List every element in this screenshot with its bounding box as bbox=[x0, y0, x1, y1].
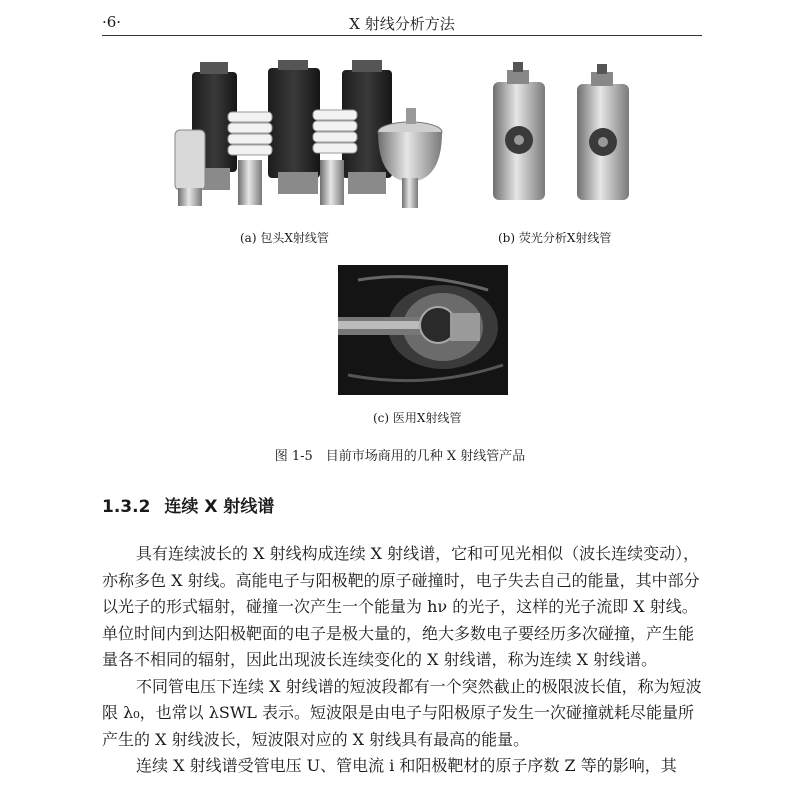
body-text bbox=[102, 541, 702, 780]
page-number: ·6· bbox=[102, 13, 122, 31]
figure-caption: 图 1-5 目前市场商用的几种 X 射线管产品 bbox=[274, 449, 526, 464]
photo-packaged-xray-tubes bbox=[170, 60, 445, 215]
paragraph-2: 不同管电压下连续 X 射线谱的短波段都有一个突然截止的极限波长值，称为短波限 λ₀，也常以 λSWL 表示。短波限是由电子与阳极原子发生一次碰撞就耗尽能量所产生的 X 射线波长，短波限对应的 X 射线具有最高的能量。 bbox=[102, 676, 702, 749]
running-title: X 射线分析方法 bbox=[349, 15, 455, 33]
caption-c: (c) 医用X射线管 bbox=[373, 411, 462, 425]
caption-b: (b) 荧光分析X射线管 bbox=[498, 231, 612, 245]
caption-a: (a) 包头X射线管 bbox=[240, 231, 329, 245]
photo-medical-xray-tube bbox=[338, 265, 508, 395]
section-number: 1.3.2 bbox=[102, 497, 151, 517]
section-title: 连续 X 射线谱 bbox=[164, 497, 275, 517]
page-header bbox=[102, 10, 702, 34]
photo-fluorescence-xray-tubes bbox=[485, 62, 635, 212]
paragraph-1: 具有连续波长的 X 射线构成连续 X 射线谱，它和可见光相似（波长连续变动），亦称多色 X 射线。高能电子与阳极靶的原子碰撞时，电子失去自己的能量，其中部分以光子的形式辐射，碰撞一次产生一个能量为 hν 的光子，这样的光子流即 X 射线。单位时间内到达阳极靶面的电子是极大量的，绝大多数电子要经历多次碰撞，产生能量各不相同的辐射，因此出现波长连续变化的 X 射线谱，称为连续 X 射线谱。 bbox=[102, 544, 700, 669]
section-heading bbox=[102, 492, 274, 517]
header-rule bbox=[102, 35, 702, 36]
paragraph-3: 连续 X 射线谱受管电压 U、管电流 i 和阳极靶材的原子序数 Z 等的影响，其 bbox=[136, 756, 677, 775]
